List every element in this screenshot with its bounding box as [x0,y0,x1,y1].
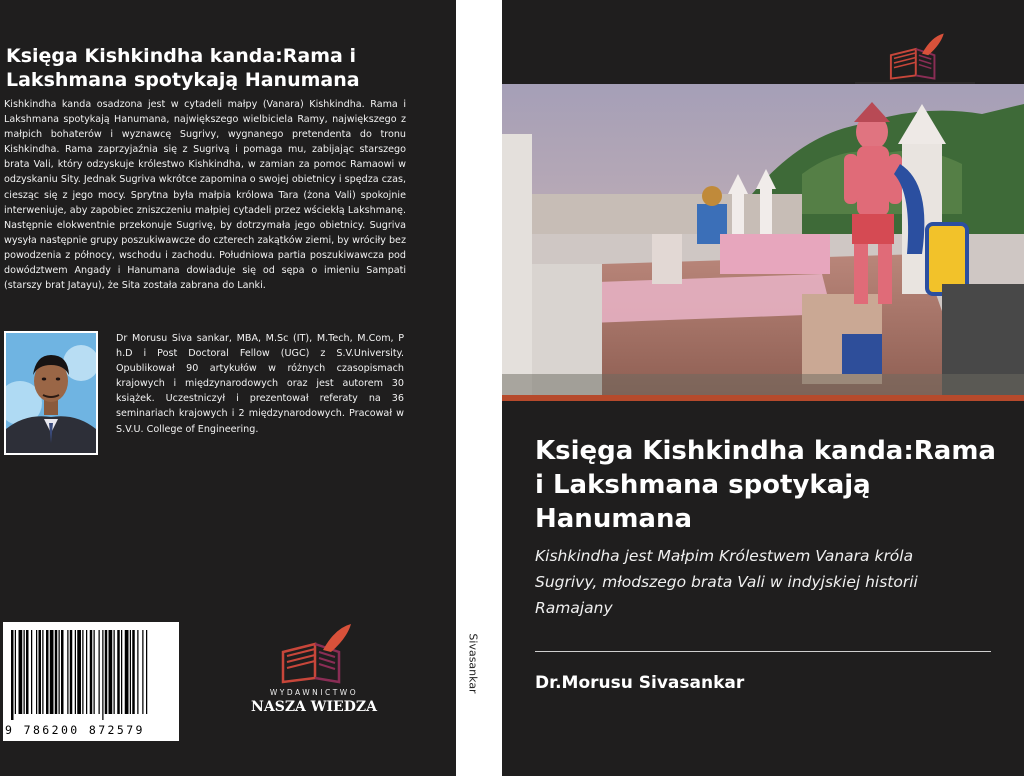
publisher-label-big: NASZA WIEDZA [251,699,377,715]
spine-author-text: Sivasankar [466,633,480,694]
barcode-bar [77,630,81,714]
barcode-bar [75,630,76,714]
divider-line [535,651,991,652]
barcode-bar [55,630,58,714]
barcode-bar [94,630,95,714]
barcode-bar [109,630,113,714]
barcode-bar [50,630,54,714]
barcode-bar [114,630,115,714]
barcode-bar [61,630,64,714]
barcode-bar [67,630,68,714]
barcode-bar [86,630,87,714]
front-cover-author: Dr.Morusu Sivasankar [535,673,745,693]
barcode-bar [42,630,43,714]
barcode-bar [137,630,138,714]
barcode-bar [102,630,103,720]
barcode-bar [19,630,23,714]
barcode [3,622,179,741]
front-cover-subtitle: Kishkindha jest Małpim Królestwem Vanara króla Sugrivy, młodszego brata Vali w indyjskiej historii Ramajany [535,547,918,617]
barcode-bar [24,630,25,714]
book-quill-icon [269,622,359,684]
barcode-bar [31,630,32,714]
barcode-bar [130,630,131,714]
barcode-bar [15,630,16,714]
barcode-bar [90,630,93,714]
barcode-bar [59,630,60,714]
barcode-bar [99,630,100,714]
barcode-bar [70,630,73,714]
barcode-bar [146,630,147,714]
barcode-bar [46,630,49,714]
barcode-bar [82,630,83,714]
isbn-number: 9 786200 872579 [5,723,145,737]
cover-photo [502,84,1024,397]
barcode-bar [11,630,14,720]
back-cover-description: Kishkindha kanda osadzona jest w cytadeli małpy (Vanara) Kishkindha. Rama i Lakshmana spotykają Hanumana, największego wielbiciela Ramy, największego z małpich bohaterów i wyznawcę Sugrivy, wygnanego pretendenta do tronu Kishkindha. Rama zaprzyjaźnia się z Sugrivą i pomaga mu, zabijając starszego brata Vali, który odzyskuje królestwo Kishkindha, w zamian za pomoc Ramaowi w odzyskaniu Sity. Jednak Sugriva wkrótce zapomina o swojej obietnicy i spędza czas, ciesząc się z jego mocy. Sprytna była małpia królowa Tara (żona Vali) spokojnie interweniuje, aby zapobiec zniszczeniu małpiej cytadeli przez wściekłą Lakshmanę. Następnie elokwentnie przekonuje Sugrivę, by dotrzymała jego obietnicy. Sugriva wysyła następnie grupy poszukiwawcze do czterech zakątków ziemi, by wróciły bez powodzenia z północy, wschodu i zachodu. Południowa partia poszukiwawcza pod dowództwem Angady i Hanumana dowiaduje się od sępa o imieniu Sampati (starszy brat Jatayu), że Sita została zabrana do Lanki. [4,99,406,292]
barcode-bar [36,630,37,714]
barcode-bar [39,630,42,714]
accent-bar [502,395,1024,401]
publisher-logo-back [246,622,382,722]
author-photo [4,331,98,455]
front-cover-title: Księga Kishkindha kanda:Rama i Lakshmana spotykają Hanumana [535,436,996,534]
barcode-bar [132,630,135,714]
spine-author [466,629,480,699]
barcode-bar [121,630,122,714]
publisher-label-small: WYDAWNICTWO [269,688,359,697]
book-quill-icon [880,28,950,84]
barcode-bar [125,630,129,714]
author-bio: Dr Morusu Siva sankar, MBA, M.Sc (IT), M.Tech, M.Com, P h.D i Post Doctoral Fellow (UGC) z S.V.University. Opublikował 90 artykułów w różnych czasopismach krajowych i międzynarodowych oraz jest autorem 30 książek. Uczestniczył i prezentował referaty na 36 seminariach krajowych i 2 międzynarodowych. Pracował w S.V.U. College of Engineering. [116,333,404,435]
barcode-bar [26,630,29,714]
back-cover-title: Księga Kishkindha kanda:Rama i Lakshmana spotykają Hanumana [6,45,360,91]
barcode-bar [105,630,108,714]
barcode-bar [117,630,120,714]
barcode-bar [142,630,143,714]
